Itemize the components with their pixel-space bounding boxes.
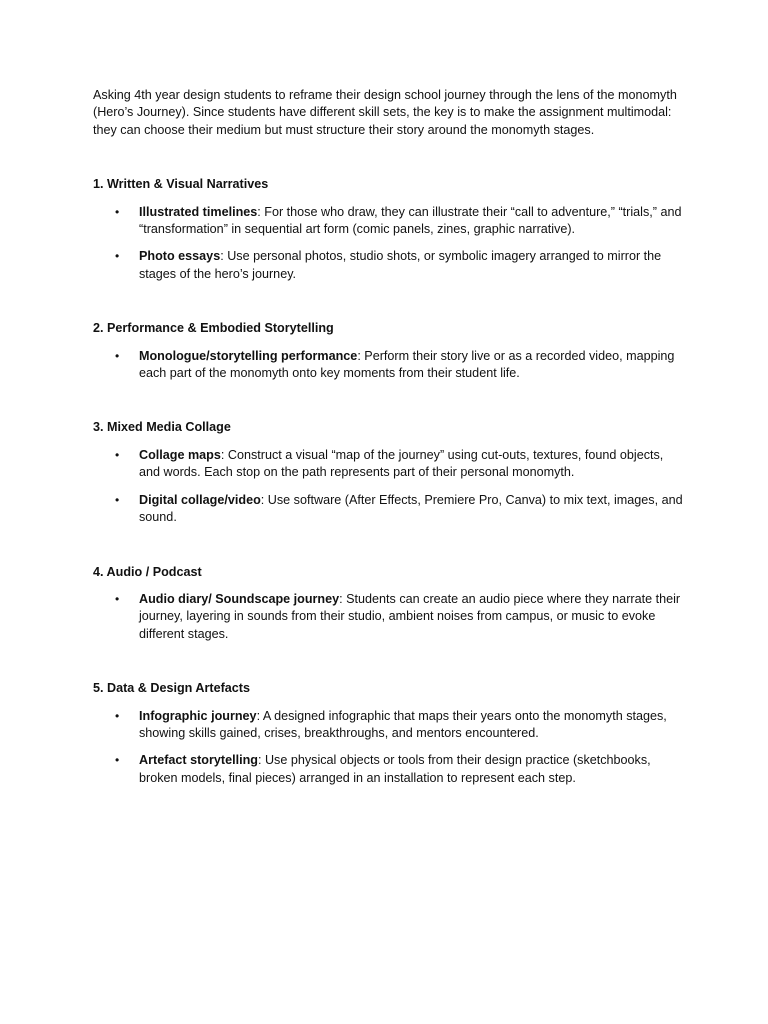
bullet-list	[93, 447, 683, 527]
item-text: : Construct a visual “map of the journey” using cut-outs, textures, found objects, and words. Each stop on the path represents part of their personal monomyth.	[139, 447, 664, 480]
item-text: : A designed infographic that maps their years onto the monomyth stages, showing skills gained, crises, breakthroughs, and mentors encountered.	[139, 708, 667, 740]
bullet-list	[93, 204, 683, 284]
section-heading: 1. Written & Visual Narratives	[93, 177, 269, 192]
bullet-icon: •	[115, 591, 120, 606]
intro-paragraph: Asking 4th year design students to reframe their design school journey through the lens of the monomyth (Hero’s Journey). Since students have different skill sets, the key is to make the assignment multimodal: they can choose their medium but must structure their story around the monomyth stages.	[93, 88, 677, 137]
bullet-icon: •	[115, 753, 120, 768]
item-term: Digital collage/video	[139, 492, 261, 507]
item-term: Photo essays	[139, 249, 221, 264]
item-text: : Students can create an audio piece where they narrate their journey, layering in sounds from their studio, ambient noises from campus, or music to evoke different stages.	[139, 591, 681, 641]
item-term: Artefact storytelling	[139, 753, 258, 768]
bullet-list	[93, 348, 683, 383]
bullet-list	[93, 591, 683, 643]
item-text: : Use software (After Effects, Premiere Pro, Canva) to mix text, images, and sound.	[139, 492, 683, 525]
document-page	[93, 87, 683, 787]
bullet-icon: •	[115, 447, 120, 462]
section-mixed-media	[93, 419, 683, 526]
list-item	[93, 204, 683, 239]
list-item	[93, 248, 683, 283]
section-performance	[93, 320, 683, 382]
section-heading: 3. Mixed Media Collage	[93, 420, 231, 435]
section-data-design	[93, 680, 683, 787]
section-heading: 4. Audio / Podcast	[93, 564, 202, 579]
list-item	[93, 348, 683, 383]
item-text: : Use personal photos, studio shots, or symbolic imagery arranged to mirror the stages of the hero’s journey.	[139, 249, 662, 281]
item-term: Illustrated timelines	[139, 204, 258, 219]
section-heading: 2. Performance & Embodied Storytelling	[93, 321, 334, 336]
list-item	[93, 492, 683, 527]
item-term: Audio diary/ Soundscape journey	[139, 591, 340, 606]
bullet-list	[93, 708, 683, 788]
item-term: Monologue/storytelling performance	[139, 348, 358, 363]
bullet-icon: •	[115, 492, 120, 507]
item-text: : For those who draw, they can illustrate their “call to adventure,” “trials,” and “transformation” in sequential art form (comic panels, zines, graphic narrative).	[139, 204, 682, 237]
section-heading: 5. Data & Design Artefacts	[93, 681, 251, 696]
list-item	[93, 591, 683, 643]
section-written-visual	[93, 176, 683, 283]
item-text: : Use physical objects or tools from their design practice (sketchbooks, broken models, final pieces) arranged in an installation to represent each step.	[139, 753, 651, 785]
item-term: Infographic journey	[139, 708, 257, 723]
list-item	[93, 752, 683, 787]
list-item	[93, 447, 683, 482]
section-audio-podcast	[93, 564, 683, 644]
item-term: Collage maps	[139, 447, 221, 462]
bullet-icon: •	[115, 249, 120, 264]
item-text: : Perform their story live or as a recorded video, mapping each part of the monomyth onto key moments from their student life.	[139, 348, 675, 381]
bullet-icon: •	[115, 204, 120, 219]
bullet-icon: •	[115, 708, 120, 723]
bullet-icon: •	[115, 348, 120, 363]
list-item	[93, 708, 683, 743]
